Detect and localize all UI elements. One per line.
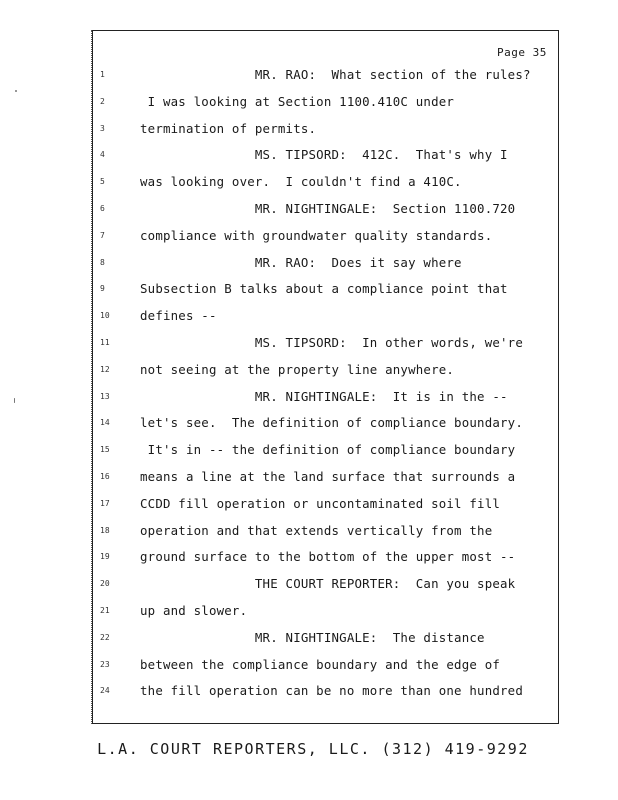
line-number: 18 bbox=[100, 525, 110, 535]
line-number: 3 bbox=[100, 123, 105, 133]
line-number: 7 bbox=[100, 230, 105, 240]
line-text: I was looking at Section 1100.410C under bbox=[140, 93, 455, 109]
transcript-line bbox=[100, 363, 555, 390]
line-text: It's in -- the definition of compliance boundary bbox=[140, 442, 516, 458]
line-number: 5 bbox=[100, 177, 105, 187]
line-text: means a line at the land surface that surrounds a bbox=[140, 468, 516, 484]
line-text: Subsection B talks about a compliance point that bbox=[140, 281, 508, 297]
transcript-line bbox=[100, 631, 555, 658]
transcript-line bbox=[100, 309, 555, 336]
line-text: termination of permits. bbox=[140, 120, 317, 136]
line-text: MR. NIGHTINGALE: The distance bbox=[140, 629, 485, 645]
transcript-line bbox=[100, 68, 555, 95]
line-text: THE COURT REPORTER: Can you speak bbox=[140, 576, 516, 592]
line-number: 9 bbox=[100, 284, 105, 294]
line-text: MR. RAO: Does it say where bbox=[140, 254, 462, 270]
transcript-line bbox=[100, 416, 555, 443]
transcript-line bbox=[100, 470, 555, 497]
line-text: ground surface to the bottom of the upper most -- bbox=[140, 549, 516, 565]
transcript-line bbox=[100, 229, 555, 256]
transcript-lines bbox=[100, 68, 555, 711]
line-text: up and slower. bbox=[140, 602, 248, 618]
line-text: compliance with groundwater quality standards. bbox=[140, 227, 493, 243]
transcript-line bbox=[100, 202, 555, 229]
scan-speck bbox=[15, 90, 17, 92]
transcript-line bbox=[100, 604, 555, 631]
scan-speck bbox=[14, 398, 15, 403]
line-number: 23 bbox=[100, 659, 110, 669]
line-number: 11 bbox=[100, 337, 110, 347]
transcript-line bbox=[100, 148, 555, 175]
line-number: 6 bbox=[100, 203, 105, 213]
line-number: 24 bbox=[100, 686, 110, 696]
footer-reporter-info: L.A. COURT REPORTERS, LLC. (312) 419-9292 bbox=[97, 740, 529, 758]
line-number: 4 bbox=[100, 150, 105, 160]
line-text: between the compliance boundary and the edge of bbox=[140, 656, 501, 672]
line-text: MS. TIPSORD: In other words, we're bbox=[140, 334, 523, 350]
line-number: 16 bbox=[100, 471, 110, 481]
line-number: 12 bbox=[100, 364, 110, 374]
transcript-line bbox=[100, 577, 555, 604]
line-number: 17 bbox=[100, 498, 110, 508]
line-number: 1 bbox=[100, 70, 105, 79]
transcript-line bbox=[100, 684, 555, 711]
line-text: MS. TIPSORD: 412C. That's why I bbox=[140, 147, 508, 163]
transcript-line bbox=[100, 550, 555, 577]
line-text: was looking over. I couldn't find a 410C. bbox=[140, 174, 462, 190]
transcript-line bbox=[100, 658, 555, 685]
transcript-line bbox=[100, 175, 555, 202]
line-number: 19 bbox=[100, 552, 110, 562]
transcript-line bbox=[100, 524, 555, 551]
line-number: 2 bbox=[100, 96, 105, 106]
line-number: 21 bbox=[100, 605, 110, 615]
transcript-line bbox=[100, 390, 555, 417]
transcript-line bbox=[100, 497, 555, 524]
line-number: 15 bbox=[100, 445, 110, 455]
transcript-line bbox=[100, 95, 555, 122]
line-text: CCDD fill operation or uncontaminated soil fill bbox=[140, 495, 501, 511]
transcript-line bbox=[100, 256, 555, 283]
line-number: 13 bbox=[100, 391, 110, 401]
line-text: MR. RAO: What section of the rules? bbox=[140, 67, 531, 82]
transcript-line bbox=[100, 282, 555, 309]
line-number: 10 bbox=[100, 311, 110, 321]
line-text: let's see. The definition of compliance boundary. bbox=[140, 415, 523, 431]
line-text: not seeing at the property line anywhere. bbox=[140, 361, 455, 377]
page-number: Page 35 bbox=[497, 46, 547, 59]
line-text: operation and that extends vertically from the bbox=[140, 522, 493, 538]
line-number: 22 bbox=[100, 632, 110, 642]
transcript-line bbox=[100, 122, 555, 149]
transcript-line bbox=[100, 443, 555, 470]
line-text: MR. NIGHTINGALE: It is in the -- bbox=[140, 388, 508, 404]
line-text: the fill operation can be no more than one hundred bbox=[140, 683, 523, 699]
line-number: 8 bbox=[100, 257, 105, 267]
line-text: defines -- bbox=[140, 308, 217, 324]
transcript-line bbox=[100, 336, 555, 363]
line-text: MR. NIGHTINGALE: Section 1100.720 bbox=[140, 200, 516, 216]
line-number: 14 bbox=[100, 418, 110, 428]
line-number: 20 bbox=[100, 579, 110, 589]
